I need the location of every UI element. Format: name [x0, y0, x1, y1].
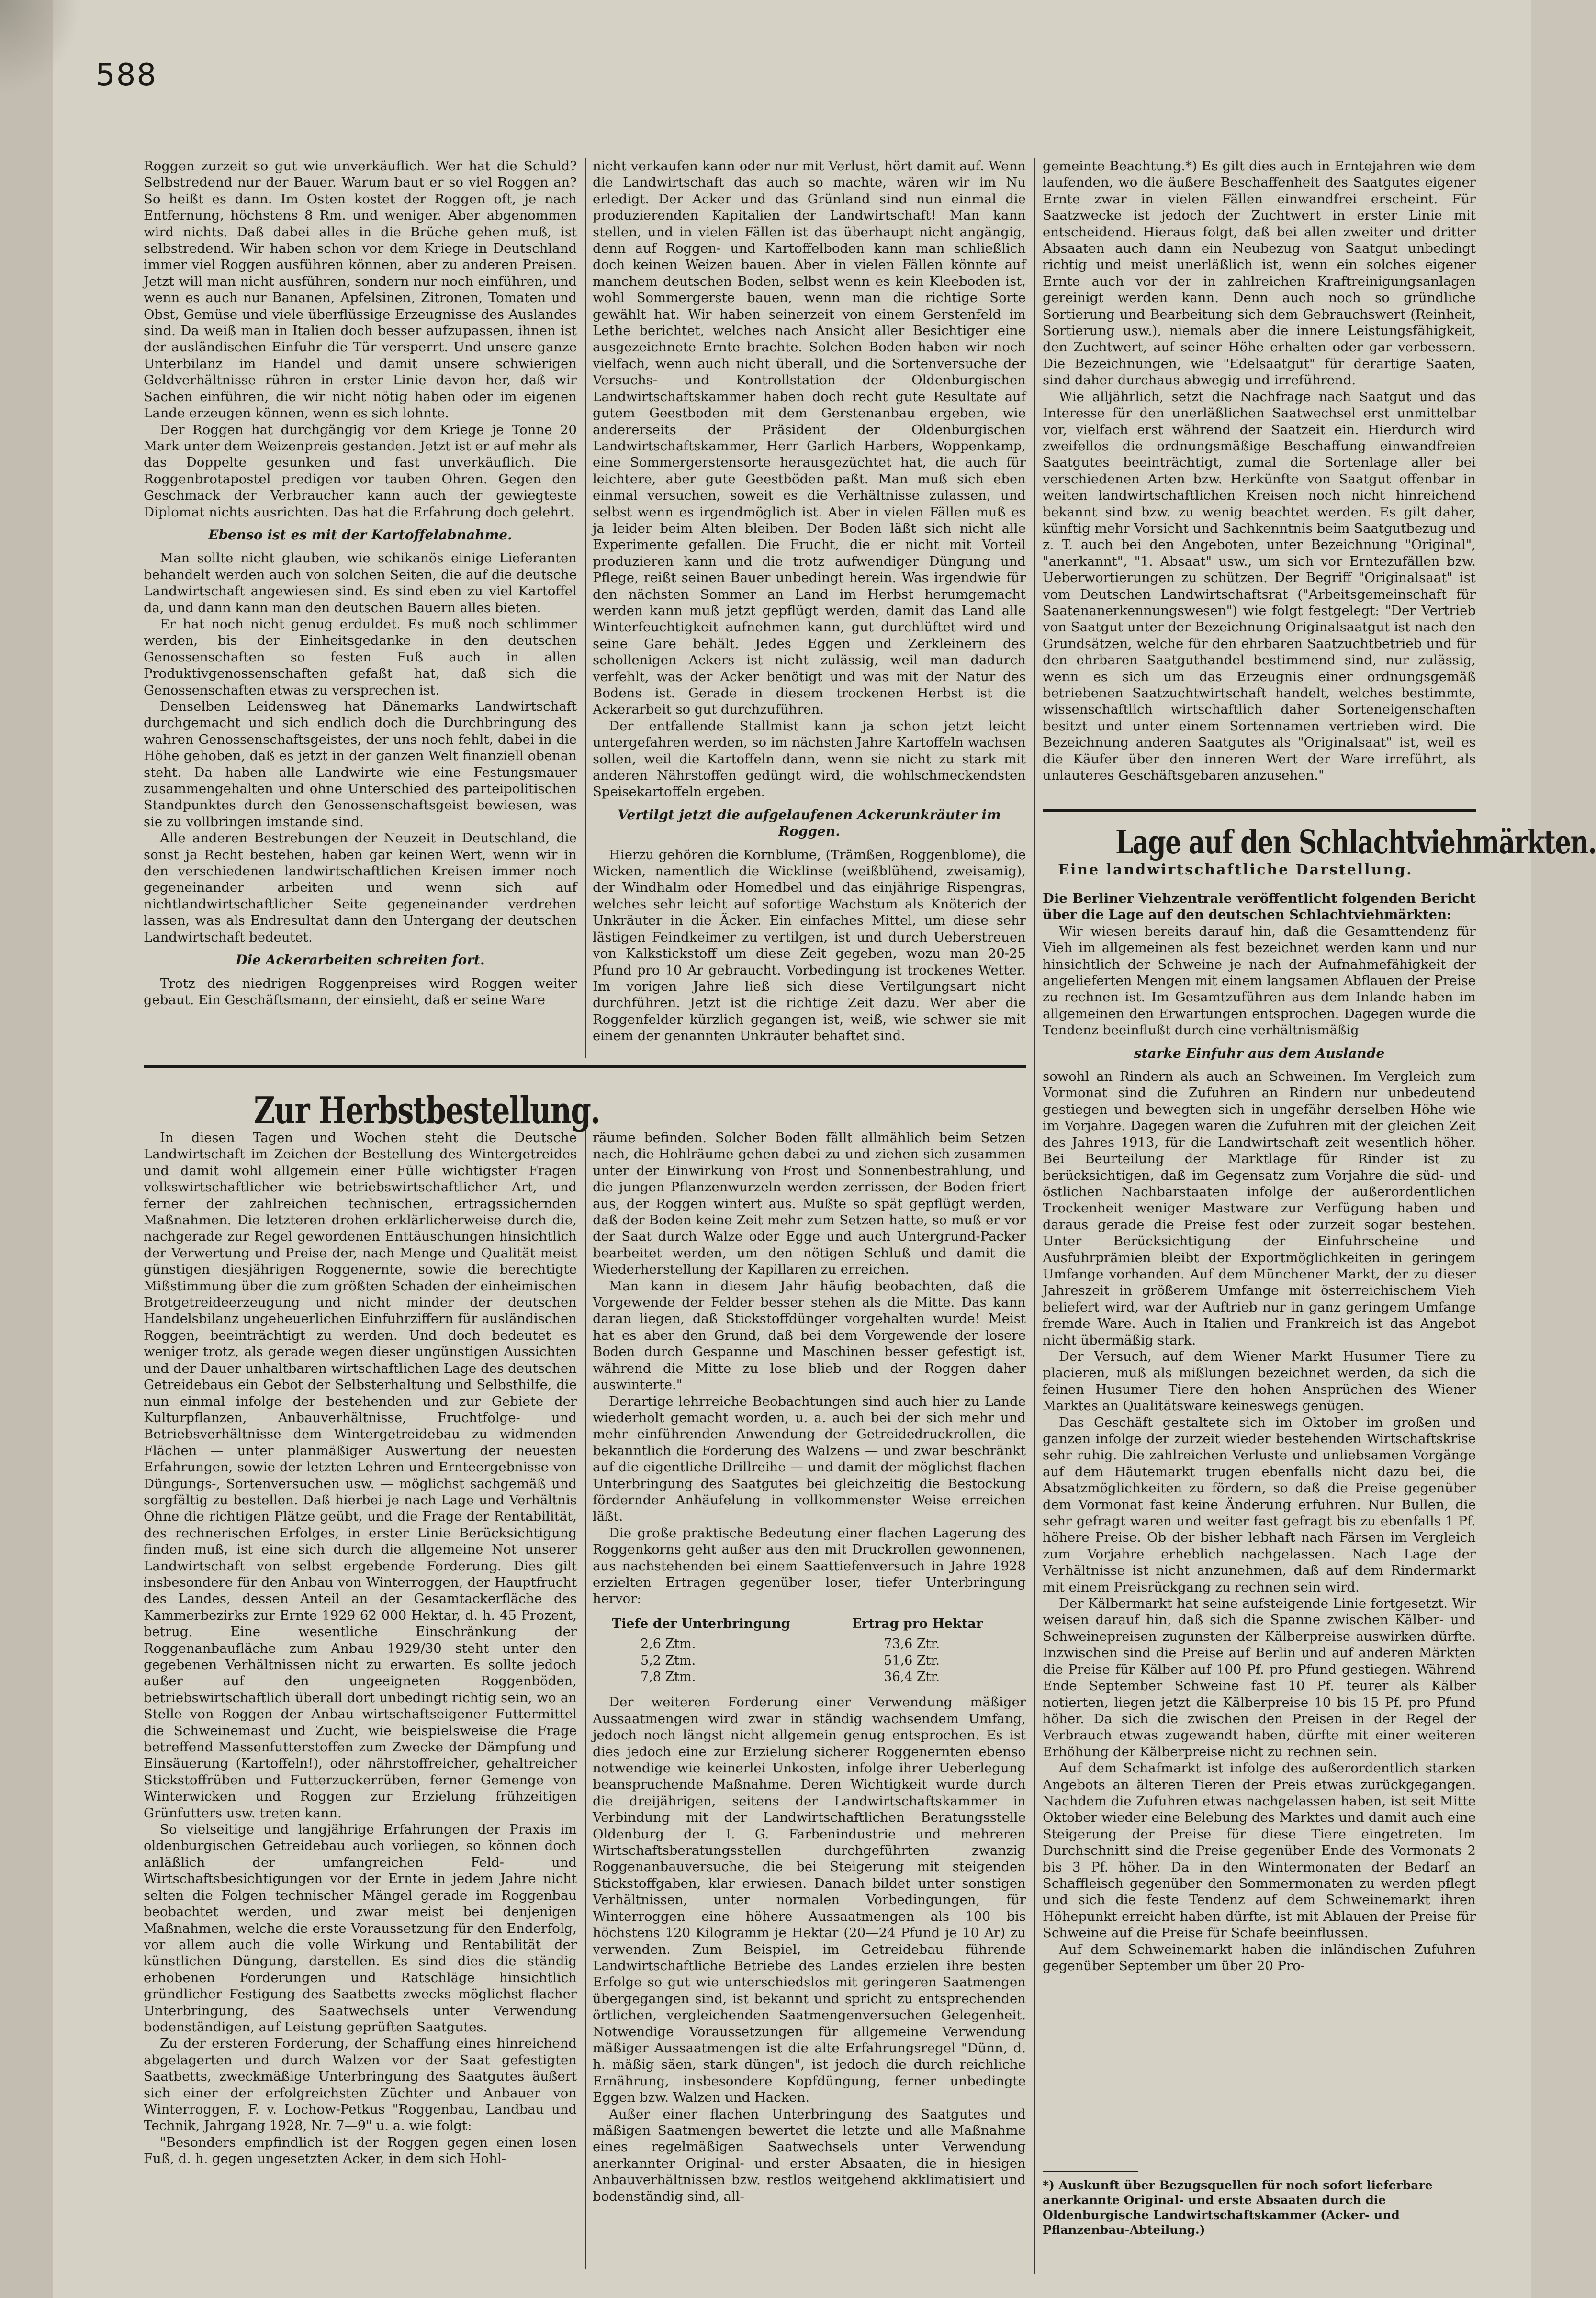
paragraph: Alle anderen Bestrebungen der Neuzeit in Deutschland, die sonst ja Recht bestehen, haben gar keinen Wert, wenn wir in den verschiedenen landwirtschaftlichen Kreisen immer noch gegeneinander arbeiten und wenn sich auf nichtlandwirtschaftlicher Seite gegeneinander verdrehen lassen, was als Endresultat dann den Untergang der deutschen Landwirtschaft bedeutet.	[144, 830, 577, 945]
paragraph: Der Roggen hat durchgängig vor dem Kriege je Tonne 20 Mark unter dem Weizenpreis gestanden. Jetzt ist er auf mehr als das Doppelte gesunken und fast unverkäuflich. Die Roggenbrotapostel predigen vor tauben Ohren. Gegen den Geschmack der Verbraucher kann auch der gewiegteste Diplomat nichts ausrichten. Das hat die Erfahrung doch gelehrt.	[144, 422, 577, 520]
table-cell: 5,2 Ztm.	[641, 1653, 696, 1668]
paragraph: Die Berliner Viehzentrale veröffentlicht folgenden Bericht über die Lage auf den deutschen Schlachtviehmärkten:	[1043, 891, 1476, 923]
paragraph: So vielseitige und langjährige Erfahrungen der Praxis im oldenburgischen Getreidebau auch vorliegen, so können doch anläßlich der umfangreichen Feld- und Wirtschaftsbesichtigungen vor der Ernte in jedem Jahre nicht selten die Folgen technischer Mängel gerade im Roggenbau beobachtet werden, und zwar meist bei denjenigen Maßnahmen, welche die erste Voraussetzung für den Enderfolg, vor allem auch die volle Wirkung und Rentabilität der künstlichen Düngung, darstellen. Es sind dies die ständig erhobenen Forderungen und Ratschläge hinsichtlich gründlicher Festigung des Saatbetts zwecks möglichst flacher Unterbringung, des Saatwechsels unter Verwendung bodenständigen, auf Leistung geprüften Saatgutes.	[144, 1822, 577, 2035]
paragraph: In diesen Tagen und Wochen steht die Deutsche Landwirtschaft im Zeichen der Bestellung des Wintergetreides und damit wohl allgemein einer Fülle wichtigster Fragen volkswirtschaftlicher wie betriebswirtschaftlicher Art, und ferner der zahlreichen technischen, ertragssichernden Maßnahmen. Die letzteren drohen erklärlicherweise durch die, nachgerade zur Regel gewordenen Enttäuschungen hinsichtlich der Verwertung und Preise der, nach Menge und Qualität meist günstigen diesjährigen Roggenernte, sowie die berechtigte Mißstimmung über die zum größten Schaden der einheimischen Brotgetreideerzeugung und nicht minder der deutschen Handelsbilanz ungeheuerlichen Einfuhrziffern für ausländischen Roggen, beeinträchtigt zu werden. Und doch bedeutet es weniger trotz, als gerade wegen dieser ungünstigen Aussichten und der Dauer unhaltbaren wirtschaftlichen Lage des deutschen Getreidebaus ein Gebot der Selbsterhaltung und Selbsthilfe, die nun einmal infolge der bestehenden und zur Gebiete der Kulturpflanzen, Anbauverhältnisse, Fruchtfolge- und Betriebsverhältnisse dem Wintergetreidebau zu widmenden Flächen — unter planmäßiger Auswertung der neuesten Erfahrungen, sowie der letzten Lehren und Ernteergebnisse von Düngungs-, Sortenversuchen usw. — möglichst sachgemäß und sorgfältig zu bestellen. Daß hierbei je nach Lage und Verhältnis Ohne die richtigen Plätze geübt, und die Frage der Rentabilität, des rechnerischen Erfolges, in erster Linie Berücksichtigung finden muß, ist eine sich durch die allgemeine Not unserer Landwirtschaft von selbst ergebende Forderung. Dies gilt insbesondere für den Anbau von Winterroggen, der Hauptfrucht des Landes, dessen Anteil an der Gesamtackerfläche des Kammerbezirks zur Ernte 1929 62 000 Hektar, d. h. 45 Prozent, betrug. Eine wesentliche Einschränkung der Roggenanbaufläche zum Anbau 1929/30 steht unter den gegebenen Verhältnissen nicht zu erwarten. Es sollte jedoch außer auf den ungeeigneten Roggenböden, betriebswirtschaftlich überall dort unbedingt richtig sein, wo an Stelle von Roggen der Anbau wirtschaftseigener Futtermittel die Schweinemast und Zucht, wie beispielsweise die Frage betreffend Massenfutterstoffen zum Zwecke der Dämpfung und Einsäuerung (Kartoffeln!), oder nährstoffreicher, gehaltreicher Stickstoffrüben und Futterzuckerrüben, ferner Gemenge von Winterwicken und Roggen zur Erzielung frühzeitigen Grünfutters usw. treten kann.	[144, 1130, 577, 1821]
footnote: *) Auskunft über Bezugsquellen für noch sofort lieferbare anerkannte Original- und erste Absaaten durch die Oldenburgische Landwirtschaftskammer (Acker- und Pflanzenbau-Abteilung.)	[1043, 2178, 1433, 2237]
paragraph: sowohl an Rindern als auch an Schweinen. Im Vergleich zum Vormonat sind die Zufuhren an Rindern nur unbedeutend gestiegen und bewegten sich in ungefähr derselben Höhe wie im Vorjahre. Dagegen waren die Zufuhren mit der gleichen Zeit des Jahres 1913, für die Landwirtschaft zeit wesentlich höher. Bei Beurteilung der Marktlage für Rinder ist zu berücksichtigen, daß im Gegensatz zum Vorjahre die süd- und östlichen Nachbarstaaten infolge der außerordentlichen Trockenheit weniger Mastware zur Verfügung haben und daraus gerade die Preise fest oder zurzeit sogar bestehen. Unter Berücksichtigung der Einfuhrscheine und Ausfuhrprämien bleibt der Exportmöglichkeiten in geringem Umfange vorhanden. Auf dem Münchener Markt, der zu dieser Jahreszeit in größerem Umfange mit österreichischem Vieh beliefert wird, war der Auftrieb nur in ganz geringem Umfange fremde Ware. Auch in Italien und Frankreich ist das Angebot nicht übermäßig stark.	[1043, 1069, 1476, 1348]
table-header	[612, 1616, 1026, 1632]
table-cell: 36,4 Ztr.	[884, 1670, 940, 1684]
subheading: Die Ackerarbeiten schreiten fort.	[236, 952, 485, 968]
paragraph: Wir wiesen bereits darauf hin, daß die Gesamttendenz für Vieh im allgemeinen als fest bezeichnet werden kann und nur hinsichtlich der Schweine je nach der Aufnahmefähigkeit der angelieferten Mengen mit einem langsamen Abflauen der Preise zu rechnen ist. Im Gesamtzuführen aus dem Inlande haben im allgemeinen den Erwartungen entsprochen. Dagegen wurde die Tendenz beeinflußt durch eine verhältnismäßig	[1043, 923, 1476, 1038]
paragraph: Hierzu gehören die Kornblume, (Trämßen, Roggenblome), die Wicken, namentlich die Wicklinse (weißblühend, zweisamig), der Windhalm oder Homedbel und das einjährige Rispengras, welches sehr leicht auf sofortige Wachstum als Knöterich der Unkräuter in die Äcker. Ein einfaches Mittel, um diese sehr lästigen Feindkeimer zu vertilgen, ist und durch Ueberstreuen von Kalkstickstoff um diese Zeit gegeben, wozu man 20-25 Pfund pro 10 Ar gebraucht. Vorbedingung ist trockenes Wetter. Im vorigen Jahre ließ sich diese Vertilgungsart nicht durchführen. Jetzt ist die richtige Zeit dazu. Wer aber die Roggenfelder kürzlich gegangen ist, weiß, wie schwer sie mit einem der genannten Unkräuter behaftet sind.	[593, 847, 1026, 1044]
paragraph: Die große praktische Bedeutung einer flachen Lagerung des Roggenkorns geht außer aus den mit Druckrollen gewonnenen, aus nachstehenden bei einem Saattiefenversuch in Jahre 1928 erzielten Ertragen gegenüber loser, tiefer Unterbringung hervor:	[593, 1525, 1026, 1607]
column-rule	[585, 158, 586, 1058]
page-number: 588	[96, 57, 157, 93]
article-top-right	[1043, 158, 1476, 784]
paragraph: Er hat noch nicht genug erduldet. Es muß noch schlimmer werden, bis der Einheitsgedanke in den deutschen Genossenschaften so festen Fuß auch in allen Produktivgenossenschaften gefaßt hat, daß sich die Genossenschaften etwas zu versprechen ist.	[144, 616, 577, 698]
headline-livestock-markets: Lage auf den Schlachtviehmärkten.	[1115, 823, 1596, 862]
headline-autumn-sowing: Zur Herbstbestellung.	[254, 1089, 600, 1132]
paragraph: Trotz des niedrigen Roggenpreises wird Roggen weiter gebaut. Ein Geschäftsmann, der einsieht, daß er seine Ware	[144, 975, 577, 1008]
paragraph: Der entfallende Stallmist kann ja schon jetzt leicht untergefahren werden, so im nächsten Jahre Kartoffeln wachsen sollen, weil die Kartoffeln dann, wenn sie nicht zu stark mit anderen Nährstoffen gedüngt wird, die wohlschmeckendsten Speisekartoffeln ergeben.	[593, 718, 1026, 800]
paragraph: Das Geschäft gestaltete sich im Oktober im großen und ganzen infolge der zurzeit wieder bestehenden Wirtschaftskrise sehr ruhig. Die zahlreichen Verluste und unliebsamen Vorgänge auf dem Häutemarkt trugen ebenfalls nicht dazu bei, die Absatzmöglichkeiten zu fördern, so daß die Preise gegenüber dem Vormonat fast keine Änderung erfuhren. Nur Bullen, die sehr gefragt waren und weiter fast gefragt bis zu ebenfalls 1 Pf. höhere Preise. Ob der bisher lebhaft nach Färsen im Vergleich zum Vorjahre erheblich nachgelassen. Nach Lage der Verhältnisse ist nicht anzunehmen, daß auf dem Rindermarkt mit einem Preisrückgang zu rechnen sein wird.	[1043, 1414, 1476, 1595]
paragraph: Außer einer flachen Unterbringung des Saatgutes und mäßigen Saatmengen bewertet die letzte und alle Maßnahme eines regelmäßigen Saatwechsels unter Verwendung anerkannter Original- und erster Absaaten, die in hiesigen Anbauverhältnissen bzw. restlos weitgehend akklimatisiert und bodenständig sind, all-	[593, 2106, 1026, 2204]
paragraph: Wie alljährlich, setzt die Nachfrage nach Saatgut und das Interesse für den unerläßlichen Saatwechsel erst unmittelbar vor, vielfach erst während der Saatzeit ein. Hierdurch wird zweifellos die ordnungsmäßige Beschaffung einwandfreien Saatgutes beeinträchtigt, zumal die Sortenlage aller bei verschiedenen Arten bzw. Herkünfte von Saatgut offenbar in weiten landwirtschaftlichen Kreisen noch nicht hinreichend bekannt sind bzw. zu wenig beachtet werden. Es gilt daher, künftig mehr Vorsicht und Sachkenntnis beim Saatgutbezug und z. T. auch bei den Angeboten, unter Bezeichnung "Original", "anerkannt", "1. Absaat" usw., um sich vor Erntezufällen bzw. Ueberwortierungen zu schützen. Der Begriff "Originalsaat" ist vom Deutschen Landwirtschaftsrat ("Arbeitsgemeinschaft für Saatenanerkennungswesen") wie folgt festgelegt: "Der Vertrieb von Saatgut unter der Bezeichnung Originalsaatgut ist nach den Grundsätzen, welche für den ehrbaren Saatzuchtbetrieb und für den ehrbaren Saatguthandel bestimmend sind, nur zulässig, wenn es sich um das Erzeugnis einer ordnungsgemäß betriebenen Saatzuchtwirtschaft handelt, welches bestimmte, wissenschaftlich wirtschaftlich daher Sorteneigenschaften besitzt und unter einem Sortennamen vertrieben wird. Die Bezeichnung anderen Saatgutes als "Originalsaat" ist, weil es die Käufer über den inneren Wert der Ware irreführt, als unlauteres Geschäftsgebaren anzusehen."	[1043, 389, 1476, 784]
column-rule	[585, 1130, 586, 2269]
table-row	[612, 1636, 1026, 1652]
paragraph: Der Kälbermarkt hat seine aufsteigende Linie fortgesetzt. Wir weisen darauf hin, daß sich die Spanne zwischen Kälber- und Schweinepreisen zugunsten der Kälberpreise auswirken dürfte. Inzwischen sind die Preise auf Berlin und auf anderen Märkten die Preise für Kälber auf 100 Pf. pro Pfund gestiegen. Während Ende September Schweine fast 10 Pf. teurer als Kälber notierten, liegen jetzt die Kälberpreise 10 bis 15 Pf. pro Pfund höher. Da sich die zwischen den Preisen in der Regel der Verbrauch etwas zugewandt haben, dürfte mit einer weiteren Erhöhung der Kälberpreise nicht zu rechnen sein.	[1043, 1596, 1476, 1760]
subheading: starke Einfuhr aus dem Auslande	[1134, 1045, 1385, 1061]
paragraph: Derartige lehrreiche Beobachtungen sind auch hier zu Lande wiederholt gemacht worden, u. a. auch bei der sich mehr und mehr einführenden Anwendung der Getreidedruckrollen, die bekanntlich die Forderung des Walzens — und zwar beschränkt auf die eigentliche Drillreihe — und damit der möglichst flachen Unterbringung des Saatgutes bei gleichzeitig die Bestockung fördernder Anhäufelung in vollkommenster Weise erreichen läßt.	[593, 1393, 1026, 1525]
paragraph: Auf dem Schafmarkt ist infolge des außerordentlich starken Angebots an älteren Tieren der Preis etwas zurückgegangen. Nachdem die Zufuhren etwas nachgelassen haben, ist seit Mitte Oktober wieder eine Belebung des Marktes und damit auch eine Steigerung der Preise für diese Tiere eingetreten. Im Durchschnitt sind die Preise gegenüber Ende des Vormonats 2 bis 3 Pf. höher. Da in den Wintermonaten der Bedarf an Schaffleisch gegenüber den Sommermonaten zu werden pflegt und sich die feste Tendenz auf dem Schweinemarkt ihren Höhepunkt erreicht haben dürfte, ist mit Ablauen der Preise für Schweine auf die Preise für Schafe beeinflussen.	[1043, 1760, 1476, 1941]
paragraph: "Besonders empfindlich ist der Roggen gegen einen losen Fuß, d. h. gegen ungesetzten Acker, in dem sich Hohl-	[144, 2134, 577, 2167]
subheading: Vertilgt jetzt die aufgelaufenen Ackerunkräuter im Roggen.	[618, 807, 1001, 840]
sowing-depth-table	[612, 1616, 1026, 1686]
article-livestock-markets	[1043, 890, 1476, 1974]
section-rule	[144, 1065, 1026, 1068]
table-row	[612, 1669, 1026, 1685]
article-autumn-sowing-middle	[593, 1130, 1026, 2205]
table-cell: 2,6 Ztm.	[641, 1637, 696, 1652]
paragraph: räume befinden. Solcher Boden fällt allmählich beim Setzen nach, die Hohlräume gehen dabei zu und ziehen sich zusammen unter der Einwirkung von Frost und Sonnenbestrahlung, und die jungen Pflanzenwurzeln werden zerrissen, der Boden friert aus, der Roggen wintert aus. Mußte so spät gepflügt werden, daß der Boden keine Zeit mehr zum Setzen hatte, so muß er vor der Saat durch Walze oder Egge und auch Untergrund-Packer bearbeitet werden, um den nötigen Schluß und damit die Wiederherstellung der Kapillaren zu erreichen.	[593, 1130, 1026, 1278]
subheadline: Eine landwirtschaftliche Darstellung.	[1058, 862, 1413, 878]
table-header-cell: Ertrag pro Hektar	[852, 1616, 983, 1631]
paragraph: Man kann in diesem Jahr häufig beobachten, daß die Vorgewende der Felder besser stehen als die Mitte. Das kann daran liegen, daß Stickstoffdünger vorgehalten wurde! Meist hat es aber den Grund, daß bei dem Vorgewende der losere Boden durch Gespanne und Maschinen besser gefestigt ist, während die Mitte zu lose blieb und der Roggen daher auswinterte."	[593, 1278, 1026, 1393]
table-cell: 7,8 Ztm.	[641, 1670, 696, 1684]
paragraph: Zu der ersteren Forderung, der Schaffung eines hinreichend abgelagerten und durch Walzen vor der Saat gefestigten Saatbetts, zweckmäßige Unterbringung des Saatgutes äußert sich einer der erfolgreichsten Züchter und Anbauer von Winterroggen, F. v. Lochow-Petkus "Roggenbau, Landbau und Technik, Jahrgang 1928, Nr. 7—9" u. a. wie folgt:	[144, 2036, 577, 2134]
paragraph: Roggen zurzeit so gut wie unverkäuflich. Wer hat die Schuld? Selbstredend nur der Bauer. Warum baut er so viel Roggen an? So heißt es dann. Im Osten kostet der Roggen oft, je nach Entfernung, höchstens 8 Rm. und weniger. Aber abgenommen wird nichts. Daß dabei alles in die Brüche gehen muß, ist selbstredend. Wir haben schon vor dem Kriege in Deutschland immer viel Roggen ausführen können, aber zu anderen Preisen. Jetzt will man nicht ausführen, sondern nur noch einführen, und wenn es auch nur Bananen, Apfelsinen, Zitronen, Tomaten und Obst, Gemüse und viele überflüssige Erzeugnisse des Auslandes sind. Da weiß man in Italien doch besser aufzupassen, ihnen ist der ausländischen Einfuhr die Tür versperrt. Und unsere ganze Unterbilanz im Handel und damit unsere schwierigen Geldverhältnisse rühren in erster Linie davon her, daß wir Sachen einführen, die wir nicht nötig haben oder im eigenen Lande erzeugen können, wenn es sich lohnte.	[144, 158, 577, 421]
article-autumn-sowing-left	[144, 1130, 577, 2167]
paragraph: Denselben Leidensweg hat Dänemarks Landwirtschaft durchgemacht und sich endlich doch die Durchbringung des wahren Genossenschaftsgeistes, der uns noch fehlt, dabei in die Höhe gehoben, daß es jetzt in der ganzen Welt finanziell obenan steht. Da haben alle Landwirte wie eine Festungsmauer zusammengehalten und ohne Unterschied des parteipolitischen Standpunktes durch den Genossenschaftsgeist bewiesen, was sie zu vollbringen imstande sind.	[144, 699, 577, 830]
table-row	[612, 1653, 1026, 1669]
scan-margin	[0, 0, 53, 2298]
table-header-cell: Tiefe der Unterbringung	[612, 1616, 790, 1631]
table-cell: 51,6 Ztr.	[884, 1653, 940, 1668]
section-rule	[1043, 809, 1476, 812]
footnote-rule	[1043, 2171, 1138, 2172]
paragraph: Der weiteren Forderung einer Verwendung mäßiger Aussaatmengen wird zwar in ständig wachsendem Umfang, jedoch noch längst nicht allgemein genug entsprochen. Es ist dies jedoch eine zur Erzielung sicherer Roggenernten ebenso notwendige wie keinerlei Unkosten, infolge ihrer Ueberlegung beanspruchende Maßnahme. Deren Wichtigkeit wurde durch die dreijährigen, seitens der Landwirtschaftskammer in Verbindung mit der Landwirtschaftlichen Beratungsstelle Oldenburg der I. G. Farbenindustrie und mehreren Wirtschaftsberatungsstellen durchgeführten zwanzig Roggenanbauversuche, die bei Steigerung mit steigenden Stickstoffgaben, klar erwiesen. Danach bildet unter sonstigen Verhältnissen, unter normalen Vorbedingungen, für Winterroggen eine höhere Aussaatmengen als 100 bis höchstens 120 Kilogramm je Hektar (20—24 Pfund je 10 Ar) zu verwenden. Zum Beispiel, im Getreidebau führende Landwirtschaftliche Betriebe des Landes erzielen ihre besten Erfolge so gut wie unterschiedslos mit geringeren Saatmengen übergegangen sind, ist bekannt und spricht zu entsprechenden örtlichen, vergleichenden Saatmengenversuchen Gelegenheit. Notwendige Voraussetzungen für allgemeine Verwendung mäßiger Aussaatmengen ist die alte Erfahrungsregel "Dünn, d. h. mäßig säen, stark düngen", ist jedoch die durch reichliche Ernährung, insbesondere Kopfdüngung, ferner unbedingte Eggen bzw. Walzen und Hacken.	[593, 1694, 1026, 2106]
column-rule	[1034, 158, 1035, 2274]
article-top-left	[144, 158, 577, 1008]
paragraph: nicht verkaufen kann oder nur mit Verlust, hört damit auf. Wenn die Landwirtschaft das auch so machte, wären wir im Nu erledigt. Der Acker und das Grünland sind nun einmal die produzierenden Kapitalien der Landwirtschaft! Man kann stellen, und in vielen Fällen ist das überhaupt nicht angängig, denn auf Roggen- und Kartoffelboden kann man schließlich doch keinen Weizen bauen. Aber in vielen Fällen könnte auf manchem deutschen Boden, selbst wenn es kein Kleeboden ist, wohl Sommergerste bauen, wenn man die richtige Sorte gewählt hat. Wir haben seinerzeit von einem Gerstenfeld im Lethe berichtet, welches nach Ansicht aller Besichtiger eine ausgezeichnete Ernte brachte. Solchen Boden haben wir noch vielfach, wenn auch nicht überall, und die Sortenversuche der Versuchs- und Kontrollstation der Oldenburgischen Landwirtschaftskammer haben doch recht gute Resultate auf gutem Geestboden mit dem Gerstenanbau ergeben, wie andererseits der Präsident der Oldenburgischen Landwirtschaftskammer, Herr Garlich Harbers, Woppenkamp, eine Sommergerstensorte herausgezüchtet hat, die auch für leichtere, aber gute Geestböden paßt. Man muß sich eben einmal versuchen, soweit es die Verhältnisse zulassen, und selbst wenn es irgendmöglich ist. Aber in vielen Fällen muß es ja leider beim Alten bleiben. Der Boden läßt sich nicht alle Experimente gefallen. Die Frucht, die er nicht mit Vorteil produzieren kann und die trotz aufwendiger Düngung und Pflege, reißt seinen Bauer unbedingt herein. Was irgendwie für den nächsten Sommer an Land im Herbst herumgemacht werden kann muß jetzt gepflügt werden, damit das Land alle Winterfeuchtigkeit aufnehmen kann, gut durchlüftet wird und seine Gare behält. Jedes Eggen und Zerkleinern des schollenigen Ackers ist nicht zulässig, weil man dadurch verfehlt, was der Acker benötigt und was mit der Natur des Bodens ist. Gerade in diesem trockenen Herbst ist die Ackerarbeit so gut durchzuführen.	[593, 158, 1026, 717]
paragraph: Auf dem Schweinemarkt haben die inländischen Zufuhren gegenüber September um über 20 Pro-	[1043, 1941, 1476, 1973]
paragraph: Der Versuch, auf dem Wiener Markt Husumer Tiere zu placieren, muß als mißlungen bezeichnet werden, da sich die feinen Husumer Tiere den hohen Ansprüchen des Wiener Marktes an Qualitätsware keineswegs genügen.	[1043, 1348, 1476, 1414]
scan-shadow	[0, 0, 81, 96]
article-top-middle	[593, 158, 1026, 1044]
table-cell: 73,6 Ztr.	[884, 1637, 940, 1652]
paragraph: gemeinte Beachtung.*) Es gilt dies auch in Erntejahren wie dem laufenden, wo die äußere Beschaffenheit des Saatgutes eigener Ernte zwar in vielen Fällen einwandfrei erscheint. Für Saatzwecke ist jedoch der Zuchtwert in erster Linie mit entscheidend. Hieraus folgt, daß bei allen zweiter und dritter Absaaten auch dann ein Neubezug von Saatgut unbedingt richtig und meist unerläßlich ist, wenn ein solches eigener Ernte auch vor der in zahlreichen Kraftreinigungsanlagen gereinigt werden kann. Denn auch noch so gründliche Sortierung und Bearbeitung sich dem Gebrauchswert (Reinheit, Sortierung usw.), niemals aber die innere Leistungsfähigkeit, den Zuchtwert, auf seiner Höhe erhalten oder gar verbessern. Die Bezeichnungen, wie "Edelsaatgut" für derartige Saaten, sind daher durchaus abwegig und irreführend.	[1043, 158, 1476, 388]
paragraph: Man sollte nicht glauben, wie schikanös einige Lieferanten behandelt werden auch von solchen Seiten, die auf die deutsche Landwirtschaft angewiesen sind. Es sind eben zu viel Kartoffel da, und dann kann man den deutschen Bauern alles bieten.	[144, 550, 577, 616]
subheading: Ebenso ist es mit der Kartoffelabnahme.	[208, 527, 512, 543]
